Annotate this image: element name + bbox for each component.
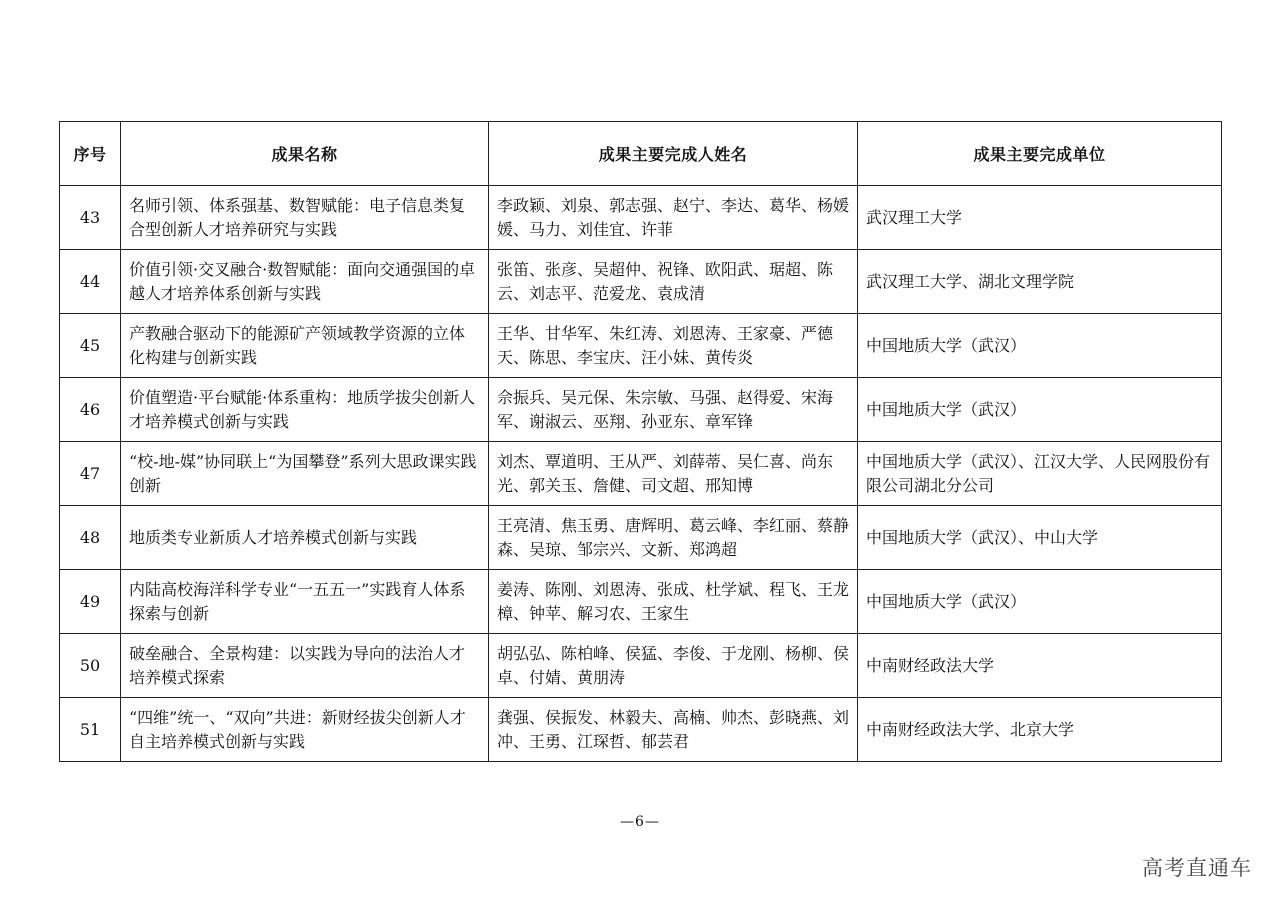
row-people: 王亮清、焦玉勇、唐辉明、葛云峰、李红丽、蔡静森、吴琼、邹宗兴、文新、郑鸿超 <box>489 506 858 570</box>
row-no: 46 <box>60 378 121 442</box>
row-name: 产教融合驱动下的能源矿产领域教学资源的立体化构建与创新实践 <box>121 314 489 378</box>
table-row <box>60 186 1222 250</box>
achievements-table <box>59 121 1222 762</box>
header-name: 成果名称 <box>121 122 489 186</box>
table-body <box>60 186 1222 762</box>
row-name: “校-地-媒”协同联上“为国攀登”系列大思政课实践创新 <box>121 442 489 506</box>
row-unit: 中国地质大学（武汉） <box>858 378 1222 442</box>
row-name: 价值引领·交叉融合·数智赋能：面向交通强国的卓越人才培养体系创新与实践 <box>121 250 489 314</box>
header-people: 成果主要完成人姓名 <box>489 122 858 186</box>
table-row <box>60 634 1222 698</box>
row-name: 地质类专业新质人才培养模式创新与实践 <box>121 506 489 570</box>
row-unit: 中国地质大学（武汉） <box>858 570 1222 634</box>
header-unit: 成果主要完成单位 <box>858 122 1222 186</box>
table-row <box>60 442 1222 506</box>
row-name: 价值塑造·平台赋能·体系重构：地质学拔尖创新人才培养模式创新与实践 <box>121 378 489 442</box>
row-people: 刘杰、覃道明、王从严、刘薛蒂、吴仁喜、尚东光、郭关玉、詹健、司文超、邢知博 <box>489 442 858 506</box>
row-people: 李政颖、刘泉、郭志强、赵宁、李达、葛华、杨媛媛、马力、刘佳宜、许菲 <box>489 186 858 250</box>
row-people: 龚强、侯振发、林毅夫、高楠、帅杰、彭晓燕、刘冲、王勇、江琛哲、郁芸君 <box>489 698 858 762</box>
row-people: 张笛、张彦、吴超仲、祝锋、欧阳武、琚超、陈云、刘志平、范爱龙、袁成清 <box>489 250 858 314</box>
row-unit: 武汉理工大学、湖北文理学院 <box>858 250 1222 314</box>
row-name: “四维”统一、“双向”共进：新财经拔尖创新人才自主培养模式创新与实践 <box>121 698 489 762</box>
row-unit: 武汉理工大学 <box>858 186 1222 250</box>
row-unit: 中国地质大学（武汉）、中山大学 <box>858 506 1222 570</box>
row-people: 王华、甘华军、朱红涛、刘恩涛、王家豪、严德天、陈思、李宝庆、汪小妹、黄传炎 <box>489 314 858 378</box>
row-unit: 中南财经政法大学 <box>858 634 1222 698</box>
row-no: 49 <box>60 570 121 634</box>
table-row <box>60 250 1222 314</box>
watermark-text: 高考直通车 <box>1142 856 1252 880</box>
table-header <box>60 122 1222 186</box>
row-name: 名师引领、体系强基、数智赋能：电子信息类复合型创新人才培养研究与实践 <box>121 186 489 250</box>
row-no: 48 <box>60 506 121 570</box>
row-people: 姜涛、陈刚、刘恩涛、张成、杜学斌、程飞、王龙樟、钟苹、解习农、王家生 <box>489 570 858 634</box>
row-no: 51 <box>60 698 121 762</box>
row-name: 破垒融合、全景构建：以实践为导向的法治人才培养模式探索 <box>121 634 489 698</box>
row-no: 43 <box>60 186 121 250</box>
row-people: 胡弘弘、陈柏峰、侯猛、李俊、于龙刚、杨柳、侯卓、付婧、黄朋涛 <box>489 634 858 698</box>
table-row <box>60 314 1222 378</box>
row-name: 内陆高校海洋科学专业“一五五一”实践育人体系探索与创新 <box>121 570 489 634</box>
table-row <box>60 570 1222 634</box>
row-no: 44 <box>60 250 121 314</box>
table-row <box>60 506 1222 570</box>
row-no: 50 <box>60 634 121 698</box>
row-unit: 中国地质大学（武汉） <box>858 314 1222 378</box>
table-row <box>60 698 1222 762</box>
row-unit: 中国地质大学（武汉）、江汉大学、人民网股份有限公司湖北分公司 <box>858 442 1222 506</box>
header-no: 序号 <box>60 122 121 186</box>
table-row <box>60 378 1222 442</box>
page-number: —6— <box>620 814 660 830</box>
row-no: 47 <box>60 442 121 506</box>
header-row <box>60 122 1222 186</box>
row-people: 佘振兵、吴元保、朱宗敏、马强、赵得爱、宋海军、谢淑云、巫翔、孙亚东、章军锋 <box>489 378 858 442</box>
row-unit: 中南财经政法大学、北京大学 <box>858 698 1222 762</box>
row-no: 45 <box>60 314 121 378</box>
